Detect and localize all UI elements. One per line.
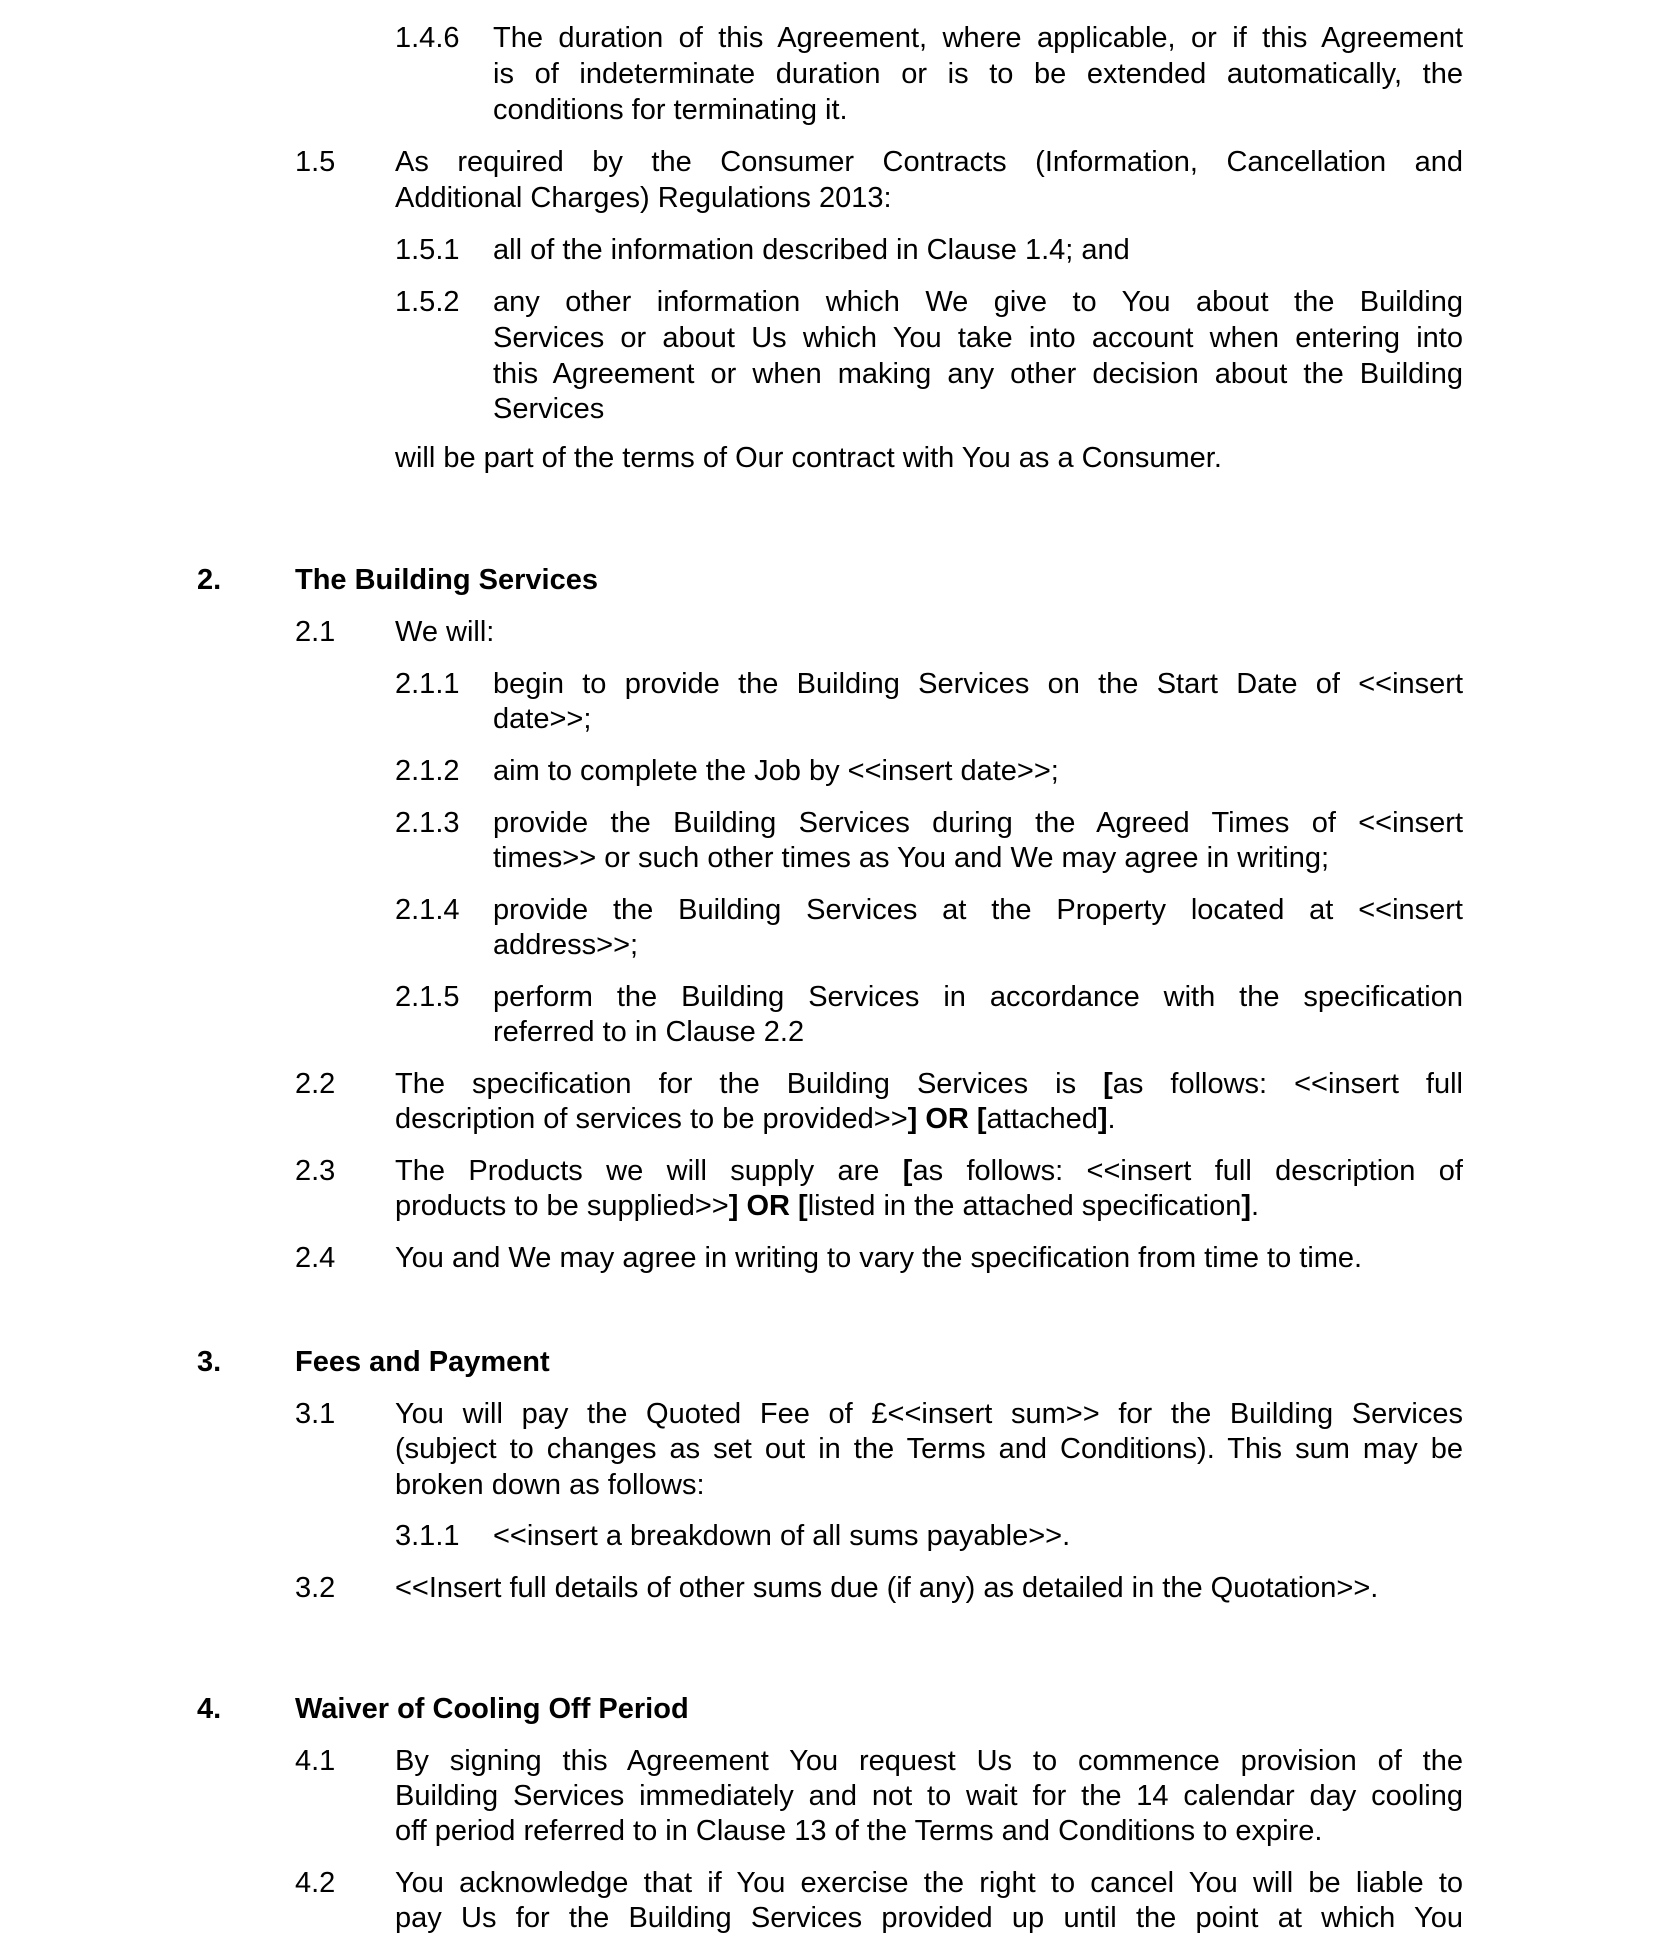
clause-2-4-number: 2.4: [295, 1242, 336, 1274]
section-3-number: 3.: [197, 1346, 222, 1378]
clause-2-1-4-number: 2.1.4: [395, 894, 460, 926]
clause-3-1-number: 3.1: [295, 1398, 336, 1430]
clause-4-1-line: By signing this Agreement You request Us to commence provision of the: [395, 1745, 1463, 1777]
clause-2-1-1-number: 2.1.1: [395, 668, 460, 700]
section-2-number: 2.: [197, 564, 222, 596]
option-separator: ] OR [: [907, 1103, 987, 1135]
clause-2-2-line: [395, 1066, 1463, 1102]
clause-4-2-line: pay Us for the Building Services provided up until the point at which You: [395, 1902, 1463, 1934]
clause-1-5-2-number: 1.5.2: [395, 286, 460, 318]
clause-1-4-6-line: The duration of this Agreement, where applicable, or if this Agreement: [493, 22, 1463, 54]
clause-2-3-text: .: [1251, 1190, 1260, 1222]
clause-3-1-1-number: 3.1.1: [395, 1520, 460, 1552]
clause-2-1-1-line: begin to provide the Building Services on the Start Date of <<insert: [493, 668, 1463, 700]
clause-2-1-5-line: referred to in Clause 2.2: [493, 1016, 805, 1048]
section-4-number: 4.: [197, 1693, 222, 1725]
clause-4-2-line: You acknowledge that if You exercise the right to cancel You will be liable to: [395, 1867, 1463, 1899]
clause-1-4-6-line: is of indeterminate duration or is to be extended automatically, the: [493, 58, 1463, 90]
clause-2-2-text: as follows: <<insert full: [1112, 1068, 1463, 1100]
clause-2-2-text: The specification for the Building Services is: [395, 1068, 1104, 1100]
clause-2-1-number: 2.1: [295, 616, 336, 648]
clause-2-3-text: The Products we will supply are: [395, 1155, 903, 1187]
clause-3-1-1-text: <<insert a breakdown of all sums payable>>.: [493, 1520, 1071, 1552]
clause-2-1-text: We will:: [395, 616, 495, 648]
clause-1-5-1-number: 1.5.1: [395, 234, 460, 266]
clause-2-2-text: description of services to be provided>>: [395, 1103, 908, 1135]
clause-1-5-2-line: any other information which We give to You about the Building: [493, 286, 1463, 318]
clause-2-3-line: [395, 1153, 1463, 1189]
clause-2-4-text: You and We may agree in writing to vary the specification from time to time.: [395, 1242, 1363, 1274]
clause-2-3-text: listed in the attached specification: [807, 1190, 1242, 1222]
clause-3-1-line: broken down as follows:: [395, 1469, 705, 1501]
option-bracket: ]: [1097, 1103, 1108, 1135]
clause-3-2-text: <<Insert full details of other sums due (if any) as detailed in the Quotation>>.: [395, 1572, 1379, 1604]
section-3-heading: Fees and Payment: [295, 1346, 550, 1378]
clause-2-3-number: 2.3: [295, 1155, 336, 1187]
clause-2-1-1-line: date>>;: [493, 703, 592, 735]
clause-4-1-number: 4.1: [295, 1745, 336, 1777]
clause-3-1-line: (subject to changes as set out in the Terms and Conditions). This sum may be: [395, 1433, 1463, 1465]
clause-2-2-text: attached: [986, 1103, 1098, 1135]
clause-3-1-line: You will pay the Quoted Fee of £<<insert sum>> for the Building Services: [395, 1398, 1463, 1430]
clause-2-3-line: [395, 1188, 1259, 1224]
clause-2-1-2-number: 2.1.2: [395, 755, 460, 787]
clause-1-closing-text: will be part of the terms of Our contract with You as a Consumer.: [395, 442, 1222, 474]
clause-4-1-line: off period referred to in Clause 13 of the Terms and Conditions to expire.: [395, 1815, 1323, 1847]
clause-2-1-5-line: perform the Building Services in accordance with the specification: [493, 981, 1463, 1013]
clause-1-5-2-line: Services: [493, 393, 605, 425]
clause-2-1-3-line: times>> or such other times as You and We may agree in writing;: [493, 842, 1330, 874]
option-bracket: [: [902, 1155, 913, 1187]
clause-1-5-2-line: this Agreement or when making any other decision about the Building: [493, 358, 1463, 390]
clause-2-2-number: 2.2: [295, 1068, 336, 1100]
clause-2-1-4-line: address>>;: [493, 929, 639, 961]
clause-2-1-4-line: provide the Building Services at the Property located at <<insert: [493, 894, 1463, 926]
clause-4-1-line: Building Services immediately and not to wait for the 14 calendar day cooling: [395, 1780, 1463, 1812]
clause-1-5-number: 1.5: [295, 146, 336, 178]
clause-3-2-number: 3.2: [295, 1572, 336, 1604]
clause-1-5-line: Additional Charges) Regulations 2013:: [395, 182, 892, 214]
clause-2-3-text: products to be supplied>>: [395, 1190, 729, 1222]
clause-1-5-line: As required by the Consumer Contracts (Information, Cancellation and: [395, 146, 1463, 178]
clause-2-3-text: as follows: <<insert full description of: [912, 1155, 1463, 1187]
clause-1-4-6-number: 1.4.6: [395, 22, 460, 54]
clause-2-1-3-number: 2.1.3: [395, 807, 460, 839]
option-separator: ] OR [: [728, 1190, 808, 1222]
clause-2-2-text: .: [1107, 1103, 1116, 1135]
section-4-heading: Waiver of Cooling Off Period: [295, 1693, 689, 1725]
clause-2-1-5-number: 2.1.5: [395, 981, 460, 1013]
clause-1-5-2-line: Services or about Us which You take into account when entering into: [493, 322, 1463, 354]
option-bracket: ]: [1241, 1190, 1252, 1222]
option-bracket: [: [1103, 1068, 1113, 1100]
clause-4-2-number: 4.2: [295, 1867, 336, 1899]
clause-1-5-1-text: all of the information described in Clause 1.4; and: [493, 234, 1130, 266]
clause-1-4-6-line: conditions for terminating it.: [493, 94, 848, 126]
clause-2-2-line: [395, 1101, 1116, 1137]
clause-2-1-3-line: provide the Building Services during the Agreed Times of <<insert: [493, 807, 1463, 839]
clause-2-1-2-text: aim to complete the Job by <<insert date>>;: [493, 755, 1059, 787]
section-2-heading: The Building Services: [295, 564, 598, 596]
